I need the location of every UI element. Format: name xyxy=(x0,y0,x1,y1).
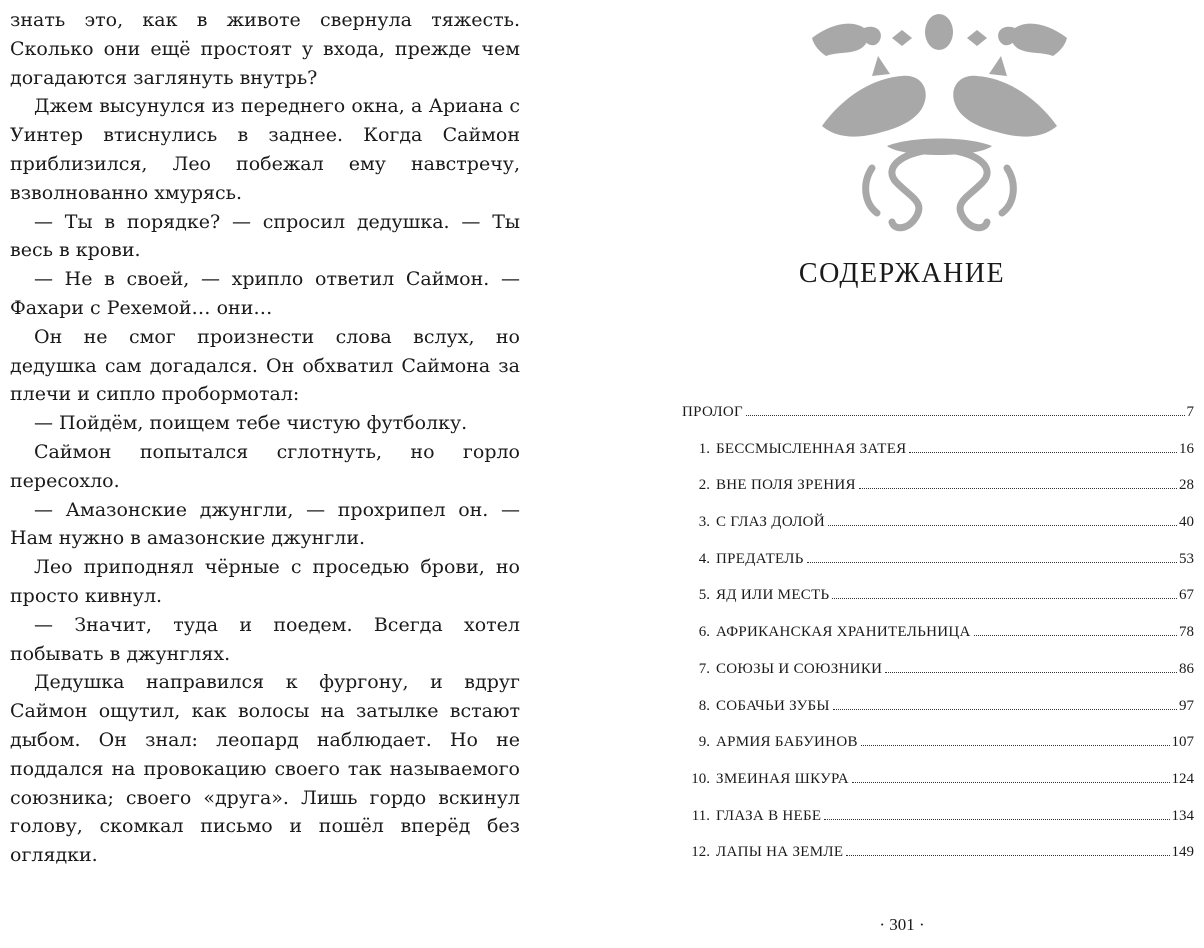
toc-leader xyxy=(909,452,1177,453)
toc-label: ЛАПЫ НА ЗЕМЛЕ xyxy=(716,844,844,861)
toc-page: 97 xyxy=(1179,697,1194,714)
toc-entry[interactable] xyxy=(682,624,1194,661)
toc-leader xyxy=(885,672,1177,673)
toc-leader xyxy=(974,635,1177,636)
toc-page: 67 xyxy=(1179,587,1194,604)
toc-entry[interactable] xyxy=(682,661,1194,698)
toc-label: АФРИКАНСКАЯ ХРАНИТЕЛЬНИЦА xyxy=(716,624,971,641)
toc-number: 5. xyxy=(698,587,710,604)
paragraph: знать это, как в животе свернула тяжесть. Сколько они ещё простоят у входа, прежде чем догадаются заглянуть внутрь? xyxy=(10,9,520,89)
toc-entry[interactable] xyxy=(682,808,1194,845)
toc-label: ЗМЕИНАЯ ШКУРА xyxy=(716,770,849,787)
toc-label: СОБАЧЬИ ЗУБЫ xyxy=(716,697,830,714)
toc-label: ЯД ИЛИ МЕСТЬ xyxy=(716,587,830,604)
toc-page: 53 xyxy=(1179,550,1194,567)
toc-number: 12. xyxy=(691,844,710,861)
toc-label: ВНЕ ПОЛЯ ЗРЕНИЯ xyxy=(716,477,856,494)
toc-number: 8. xyxy=(698,697,710,714)
toc-leader xyxy=(861,745,1170,746)
toc-number: 4. xyxy=(698,550,710,567)
toc-page: 124 xyxy=(1171,770,1194,787)
toc-page: 28 xyxy=(1179,477,1194,494)
toc-page: 86 xyxy=(1179,660,1194,677)
left-page xyxy=(0,0,540,948)
toc-label: ПРОЛОГ xyxy=(682,404,743,420)
toc-entry[interactable] xyxy=(682,771,1194,808)
paragraph: Дедушка направился к фургону, и вдруг Саймон ощутил, как волосы на затылке встают дыбом. Он знал: леопард наблюдает. Но не поддался на провокацию своего так называемого союзника; своего «друга». Лишь гордо вскинул голову, скомкал письмо и пошёл вперёд без оглядки. xyxy=(10,671,520,867)
toc-number: 11. xyxy=(691,807,710,824)
paragraph: — Ты в порядке? — спросил дедушка. — Ты весь в крови. xyxy=(10,210,520,262)
table-of-contents xyxy=(682,404,1194,881)
toc-label: БЕССМЫСЛЕННАЯ ЗАТЕЯ xyxy=(716,440,907,457)
toc-leader xyxy=(824,819,1169,820)
toc-label: АРМИЯ БАБУИНОВ xyxy=(716,734,858,751)
paragraph: — Значит, туда и поедем. Всегда хотел побывать в джунглях. xyxy=(10,613,520,665)
paragraph: — Амазонские джунгли, — прохрипел он. — Нам нужно в амазонские джунгли. xyxy=(10,498,520,550)
toc-page: 40 xyxy=(1179,514,1194,531)
toc-leader xyxy=(852,782,1170,783)
toc-leader xyxy=(846,855,1169,856)
toc-entry[interactable] xyxy=(682,477,1194,514)
toc-entry[interactable] xyxy=(682,441,1194,478)
toc-page: 149 xyxy=(1171,844,1194,861)
toc-leader xyxy=(859,488,1177,489)
toc-page: 7 xyxy=(1186,404,1194,420)
toc-leader xyxy=(833,709,1177,710)
toc-page: 107 xyxy=(1171,734,1194,751)
toc-leader xyxy=(832,598,1177,599)
toc-leader xyxy=(807,562,1177,563)
paragraph: Лео приподнял чёрные с проседью брови, но просто кивнул. xyxy=(10,556,520,607)
toc-number: 3. xyxy=(698,514,710,531)
toc-entry[interactable] xyxy=(682,514,1194,551)
toc-label: ПРЕДАТЕЛЬ xyxy=(716,550,804,567)
page-number: · 301 · xyxy=(879,915,925,934)
toc-label: СОЮЗЫ И СОЮЗНИКИ xyxy=(716,660,883,677)
toc-label: ГЛАЗА В НЕБЕ xyxy=(716,807,822,824)
toc-page: 16 xyxy=(1179,440,1194,457)
toc-number: 9. xyxy=(698,734,710,751)
toc-page: 134 xyxy=(1171,807,1194,824)
toc-leader xyxy=(746,415,1185,416)
toc-number: 7. xyxy=(698,660,710,677)
toc-entry[interactable] xyxy=(682,587,1194,624)
body-text xyxy=(10,6,520,870)
toc-page: 78 xyxy=(1179,624,1194,641)
paragraph: Он не смог произнести слова вслух, но дедушка сам догадался. Он обхватил Саймона за плечи и сипло пробормотал: xyxy=(10,325,520,406)
toc-leader xyxy=(828,525,1177,526)
paragraph: — Не в своей, — хрипло ответил Саймон. — Фахари с Рехемой… они… xyxy=(10,268,520,319)
toc-entry[interactable] xyxy=(682,698,1194,735)
toc-number: 2. xyxy=(698,477,710,494)
toc-entry[interactable] xyxy=(682,844,1194,881)
paragraph: Джем высунулся из переднего окна, а Ариана с Уинтер втиснулись в заднее. Когда Саймон приблизился, Лео побежал ему навстречу, взволнованно хмурясь. xyxy=(10,95,520,204)
toc-number: 10. xyxy=(691,770,710,787)
paragraph: — Пойдём, поищем тебе чистую футболку. xyxy=(34,412,468,435)
toc-label: С ГЛАЗ ДОЛОЙ xyxy=(716,514,825,531)
toc-number: 6. xyxy=(698,624,710,641)
toc-title: СОДЕРЖАНИЕ xyxy=(798,258,1006,289)
toc-entry[interactable] xyxy=(682,551,1194,588)
animal-crest-icon xyxy=(802,8,1077,238)
paragraph: Саймон попытался сглотнуть, но горло пересохло. xyxy=(10,440,520,492)
toc-entry[interactable] xyxy=(682,734,1194,771)
toc-number: 1. xyxy=(698,440,710,457)
toc-entry[interactable] xyxy=(682,404,1194,441)
right-page xyxy=(600,0,1204,948)
